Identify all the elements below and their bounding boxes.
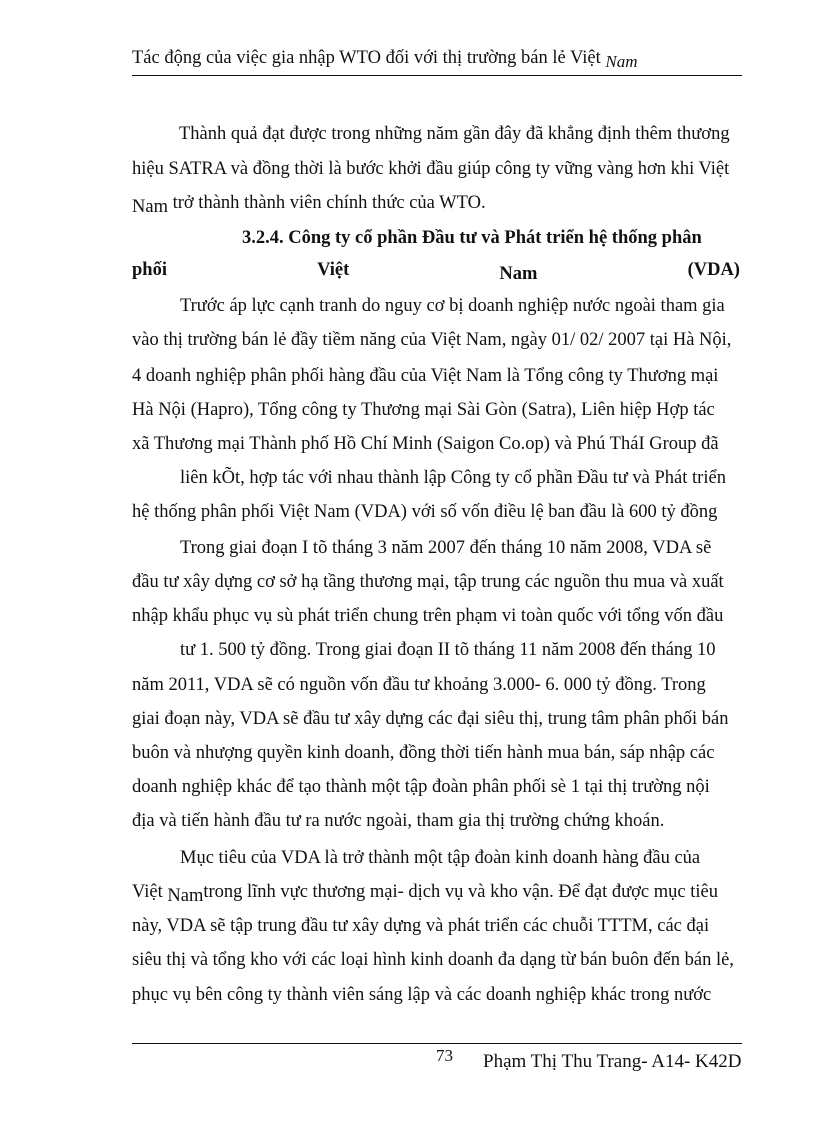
text-line: siêu thị và tổng kho với các loại hình kinh doanh đa dạng từ bán buôn đến bán lẻ, [132,950,734,970]
text-line: địa và tiến hành đầu tư ra nước ngoài, tham gia thị trường chứng khoán. [132,811,665,831]
page-number: 73 [436,1046,453,1065]
header-rule [132,75,742,76]
header-title: Tác động của việc gia nhập WTO đối với thị trường bán lẻ Việt Nam [132,48,638,71]
text-line: Nam trở thành thành viên chính thức của WTO. [132,193,486,217]
footer-rule [132,1043,742,1044]
text-line: nhập khẩu phục vụ sù phát triển chung trên phạm vi toàn quốc với tổng vốn đầu [132,606,724,626]
footer-author: Phạm Thị Thu Trang- A14- K42D [483,1051,742,1072]
text-line: xã Thương mại Thành phố Hồ Chí Minh (Saigon Co.op) và Phú TháI Group đã [132,434,719,454]
text-line: phục vụ bên công ty thành viên sáng lập và các doanh nghiệp khác trong nước [132,985,712,1005]
text-line: tư 1. 500 tỷ đồng. Trong giai đoạn II tõ tháng 11 năm 2008 đến tháng 10 [180,640,716,660]
heading-line-1: 3.2.4. Công ty cổ phần Đầu tư và Phát triển hệ thống phân [242,228,702,248]
text-line: buôn và nhượng quyền kinh doanh, đồng thời tiến hành mua bán, sáp nhập các [132,743,715,763]
text-line: doanh nghiệp khác để tạo thành một tập đoàn phân phối sè 1 tại thị trường nội [132,777,710,797]
text-line: này, VDA sẽ tập trung đầu tư xây dựng và phát triển các chuỗi TTTM, các đại [132,916,710,936]
heading-line-2: phối Việt Nam (VDA) [132,260,740,284]
text-line: hiệu SATRA và đồng thời là bước khởi đầu giúp công ty vững vàng hơn khi Việt [132,159,730,179]
text-line: giai đoạn này, VDA sẽ đầu tư xây dựng các đại siêu thị, trung tâm phân phối bán [132,709,729,729]
text-line: hệ thống phân phối Việt Nam (VDA) với số vốn điều lệ ban đầu là 600 tỷ đồng [132,502,718,522]
text-line: đầu tư xây dựng cơ sở hạ tầng thương mại, tập trung các nguồn thu mua và xuất [132,572,724,592]
text-line: Việt Namtrong lĩnh vực thương mại- dịch vụ và kho vận. Để đạt được mục tiêu [132,882,718,906]
text-line: Trước áp lực cạnh tranh do nguy cơ bị doanh nghiệp nước ngoài tham gia [180,296,725,316]
text-line: Trong giai đoạn I tõ tháng 3 năm 2007 đến tháng 10 năm 2008, VDA sẽ [180,538,712,558]
text-line: Thành quả đạt được trong những năm gần đây đã khẳng định thêm thương [179,124,730,144]
text-line: vào thị trường bán lẻ đầy tiềm năng của Việt Nam, ngày 01/ 02/ 2007 tại Hà Nội, [132,330,732,350]
text-line: năm 2011, VDA sẽ có nguồn vốn đầu tư khoảng 3.000- 6. 000 tỷ đồng. Trong [132,675,706,695]
header-title-tail: Nam [605,52,638,71]
text-line: Hà Nội (Hapro), Tổng công ty Thương mại Sài Gòn (Satra), Liên hiệp Hợp tác [132,400,715,420]
text-line: Mục tiêu của VDA là trở thành một tập đoàn kinh doanh hàng đầu của [180,848,701,868]
text-line: liên kÕt, hợp tác với nhau thành lập Công ty cổ phần Đầu tư và Phát triển [180,468,726,488]
text-line: 4 doanh nghiệp phân phối hàng đầu của Việt Nam là Tổng công ty Thương mại [132,366,719,386]
